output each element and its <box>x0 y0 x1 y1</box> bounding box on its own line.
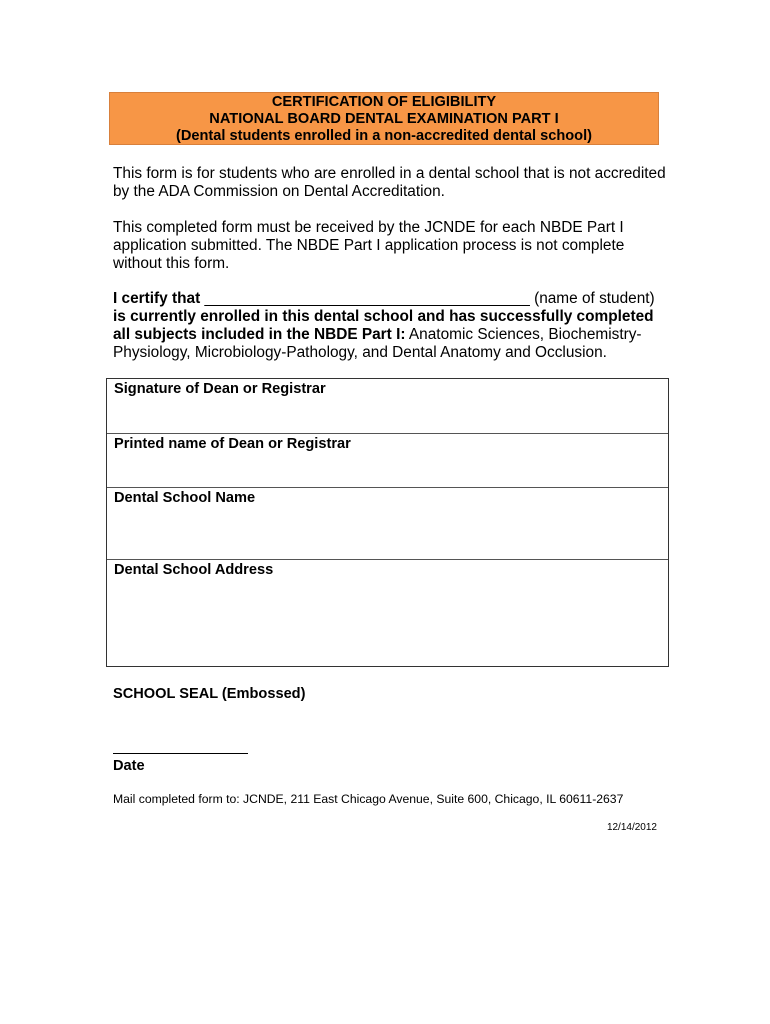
requirement-paragraph <box>113 219 673 273</box>
certify-line-4: Physiology, Microbiology-Pathology, and Dental Anatomy and Occlusion. <box>113 344 607 361</box>
revision-date: 12/14/2012 <box>606 822 657 833</box>
mailing-instructions: Mail completed form to: JCNDE, 211 East Chicago Avenue, Suite 600, Chicago, IL 60611-2637 <box>113 792 624 806</box>
signature-field[interactable] <box>107 379 668 433</box>
intro-line-1: This form is for students who are enrolled in a dental school that is not accredited <box>113 165 666 182</box>
signature-field-label: Signature of Dean or Registrar <box>114 381 326 397</box>
certify-line-2: is currently enrolled in this dental school and has successfully completed <box>113 308 654 325</box>
school-seal-label: SCHOOL SEAL (Embossed) <box>113 686 306 702</box>
intro-paragraph <box>113 165 673 201</box>
requirement-line-3: without this form. <box>113 255 230 272</box>
requirement-line-2: application submitted. The NBDE Part I application process is not complete <box>113 237 625 254</box>
certify-line-1 <box>113 290 673 308</box>
date-blank-line[interactable] <box>113 753 248 754</box>
title-line-2: NATIONAL BOARD DENTAL EXAMINATION PART I <box>209 111 559 127</box>
certification-statement <box>113 290 673 362</box>
signature-table <box>106 378 669 667</box>
school-name-field[interactable] <box>107 488 668 559</box>
certify-line-3 <box>113 326 673 344</box>
title-line-3: (Dental students enrolled in a non-accredited dental school) <box>176 128 592 144</box>
school-address-field-label: Dental School Address <box>114 562 274 578</box>
printed-name-field[interactable] <box>107 434 668 488</box>
date-label: Date <box>113 758 145 774</box>
printed-name-field-label: Printed name of Dean or Registrar <box>114 436 351 452</box>
certify-line-3-rest: Anatomic Sciences, Biochemistry- <box>405 326 642 343</box>
certify-line-3-bold: all subjects included in the NBDE Part I: <box>113 326 406 343</box>
certify-suffix: (name of student) <box>534 290 655 307</box>
certify-prefix: I certify that <box>113 290 201 307</box>
school-name-field-label: Dental School Name <box>114 490 256 506</box>
intro-line-2: by the ADA Commission on Dental Accreditation. <box>113 183 445 200</box>
requirement-line-1: This completed form must be received by the JCNDE for each NBDE Part I <box>113 219 624 236</box>
title-line-1: CERTIFICATION OF ELIGIBILITY <box>271 94 497 110</box>
student-name-blank[interactable]: ______________________________________ <box>204 290 530 307</box>
school-address-field[interactable] <box>107 560 668 666</box>
title-banner <box>109 92 659 145</box>
